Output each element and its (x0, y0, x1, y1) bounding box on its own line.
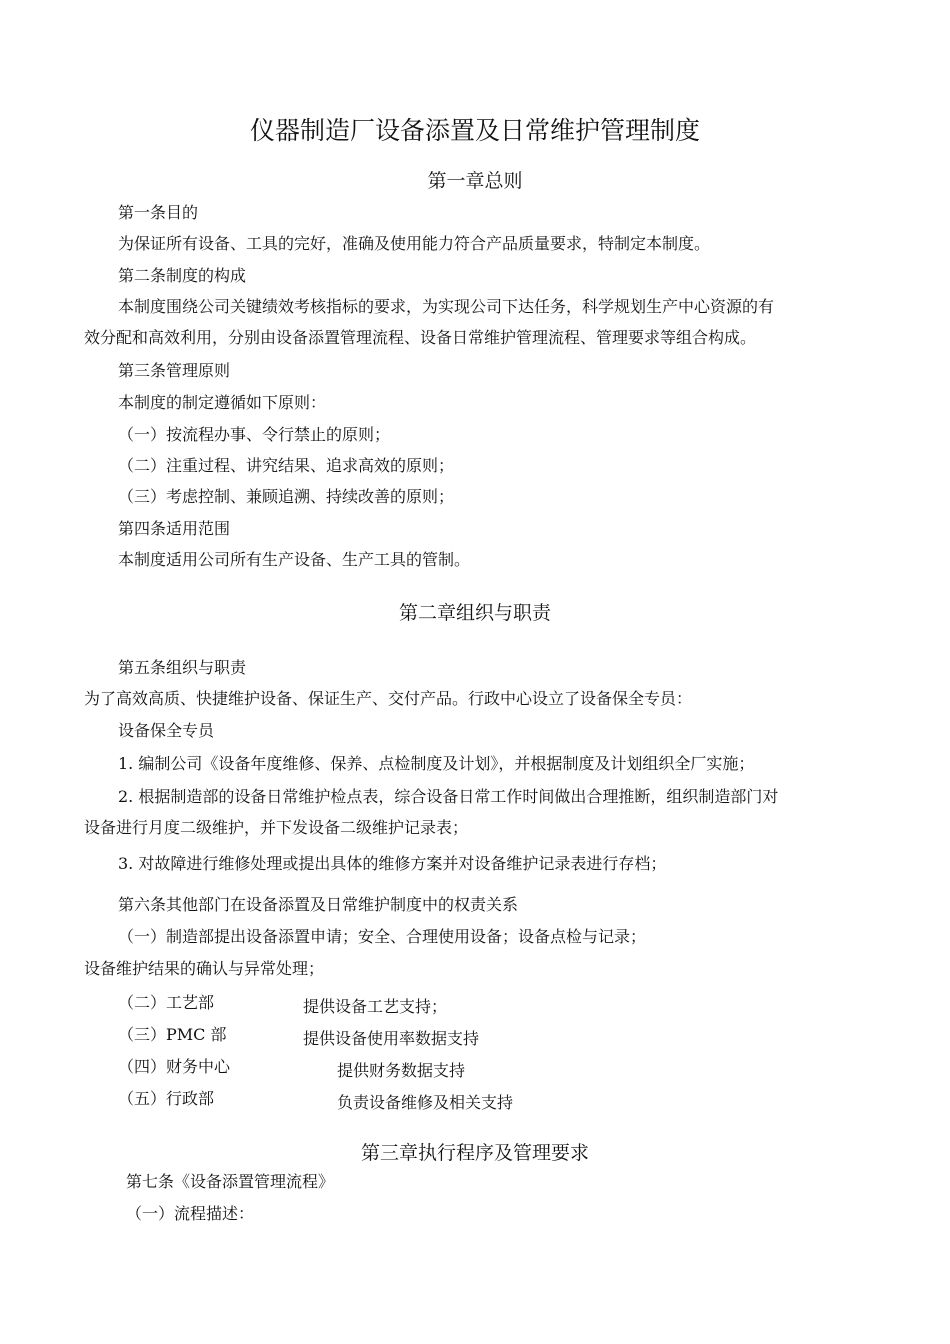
article-2-body-line-2: 效分配和高效利用，分别由设备添置管理流程、设备日常维护管理流程、管理要求等组合构成。 (84, 328, 757, 347)
chapter-3-heading: 第三章执行程序及管理要求 (360, 1142, 589, 1164)
article-4-body: 本制度适用公司所有生产设备、生产工具的管制。 (118, 550, 471, 569)
article-5-body: 为了高效高质、快捷维护设备、保证生产、交付产品。行政中心设立了设备保全专员： (84, 689, 693, 708)
article-3-intro: 本制度的制定遵循如下原则： (118, 393, 327, 412)
dept-duty: 提供财务数据支持 (337, 1061, 466, 1080)
article-6-title: 第六条其他部门在设备添置及日常维护制度中的权责关系 (118, 895, 519, 914)
duty-2-line-2: 设备进行月度二级维护，并下发设备二级维护记录表； (84, 818, 469, 837)
article-7-item-1: （一）流程描述： (126, 1204, 255, 1223)
page-title: 仪器制造厂设备添置及日常维护管理制度 (249, 116, 700, 145)
article-6-item-1-line-1: （一）制造部提出设备添置申请；安全、合理使用设备；设备点检与记录； (118, 927, 647, 946)
chapter-1-heading: 第一章总则 (427, 170, 523, 192)
duty-1: 1. 编制公司《设备年度维修、保养、点检制度及计划》，并根据制度及计划组织全厂实施； (118, 754, 755, 773)
article-1-title: 第一条目的 (118, 203, 199, 222)
article-3-title: 第三条管理原则 (118, 361, 231, 380)
dept-name: （三）PMC 部 (118, 1025, 227, 1044)
principle-2: （二）注重过程、讲究结果、追求高效的原则； (118, 456, 455, 475)
article-5-title: 第五条组织与职责 (118, 658, 247, 677)
dept-name: （二）工艺部 (118, 993, 215, 1012)
principle-1: （一）按流程办事、令行禁止的原则； (118, 425, 391, 444)
principle-3: （三）考虑控制、兼顾追溯、持续改善的原则； (118, 487, 455, 506)
article-5-subtitle: 设备保全专员 (118, 721, 215, 740)
article-7-title: 第七条《设备添置管理流程》 (126, 1172, 335, 1191)
article-1-body: 为保证所有设备、工具的完好，准确及使用能力符合产品质量要求，特制定本制度。 (118, 234, 711, 253)
dept-name: （四）财务中心 (118, 1057, 231, 1076)
chapter-2-heading: 第二章组织与职责 (398, 602, 551, 624)
article-6-item-1-line-2: 设备维护结果的确认与异常处理； (84, 959, 325, 978)
article-2-body-line-1: 本制度围绕公司关键绩效考核指标的要求，为实现公司下达任务，科学规划生产中心资源的有 (118, 297, 775, 316)
dept-duty: 负责设备维修及相关支持 (337, 1093, 514, 1112)
dept-name: （五）行政部 (118, 1089, 215, 1108)
article-4-title: 第四条适用范围 (118, 519, 231, 538)
article-2-title: 第二条制度的构成 (118, 266, 247, 285)
duty-3: 3. 对故障进行维修处理或提出具体的维修方案并对设备维护记录表进行存档； (118, 854, 667, 873)
dept-duty: 提供设备工艺支持； (303, 997, 448, 1016)
dept-duty: 提供设备使用率数据支持 (303, 1029, 480, 1048)
duty-2-line-1: 2. 根据制造部的设备日常维护检点表，综合设备日常工作时间做出合理推断，组织制造部门对 (118, 787, 779, 806)
